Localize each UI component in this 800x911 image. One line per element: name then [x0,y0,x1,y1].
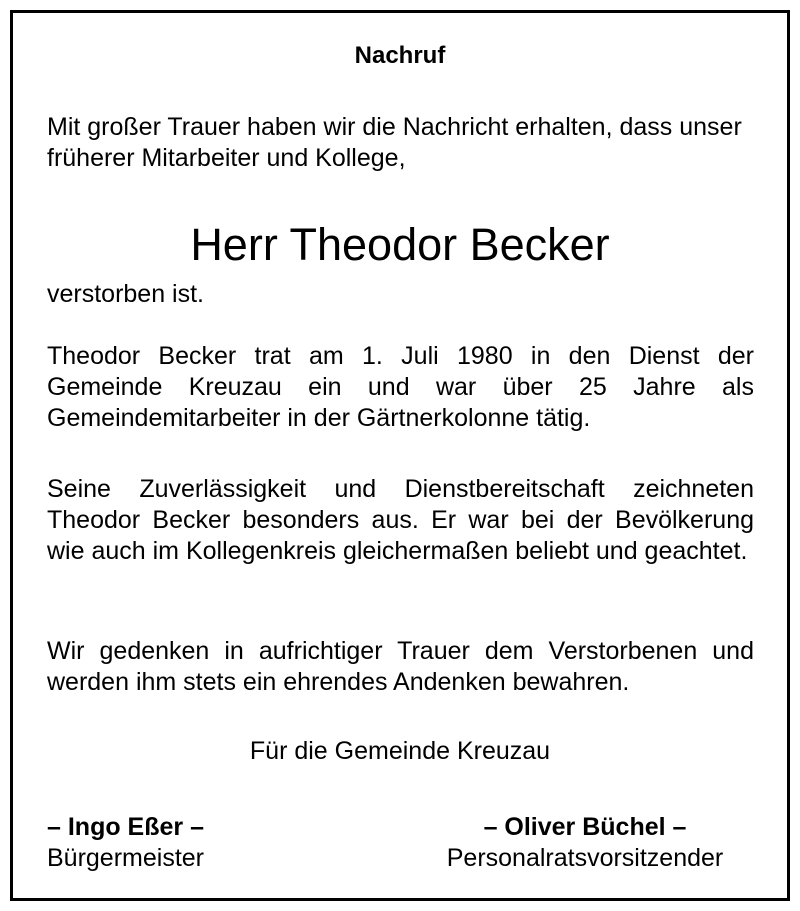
signature-staff-council [425,812,745,874]
deceased-name: Herr Theodor Becker [190,219,610,270]
signatory-name: – Oliver Büchel – [483,813,687,841]
signature-mayor [47,812,204,874]
remembrance-paragraph: Wir gedenken in aufrichtiger Trauer dem Verstorbenen und werden ihm stets ein ehrendes Andenken bewahren. [47,637,754,696]
notice-title: Nachruf [354,42,446,69]
died-line: verstorben ist. [47,280,205,308]
signatory-role: Personalratsvorsitzender [446,844,724,872]
on-behalf-line: Für die Gemeinde Kreuzau [249,737,551,765]
tribute-paragraph: Seine Zuverlässigkeit und Dienstbereitschaft zeichneten Theodor Becker besonders aus. Er war bei der Bevölkerung wie auch im Kollegenkreis gleichermaßen beliebt und geachtet. [47,475,754,565]
intro-paragraph: Mit großer Trauer haben wir die Nachricht erhalten, dass unser früherer Mitarbeiter und Kollege, [47,113,742,172]
signatory-name: – Ingo Eßer – [47,813,204,841]
signatory-role: Bürgermeister [47,844,204,872]
service-paragraph: Theodor Becker trat am 1. Juli 1980 in den Dienst der Gemeinde Kreuzau ein und war über 25 Jahre als Gemeindemitarbeiter in der Gärtnerkolonne tätig. [47,342,754,432]
